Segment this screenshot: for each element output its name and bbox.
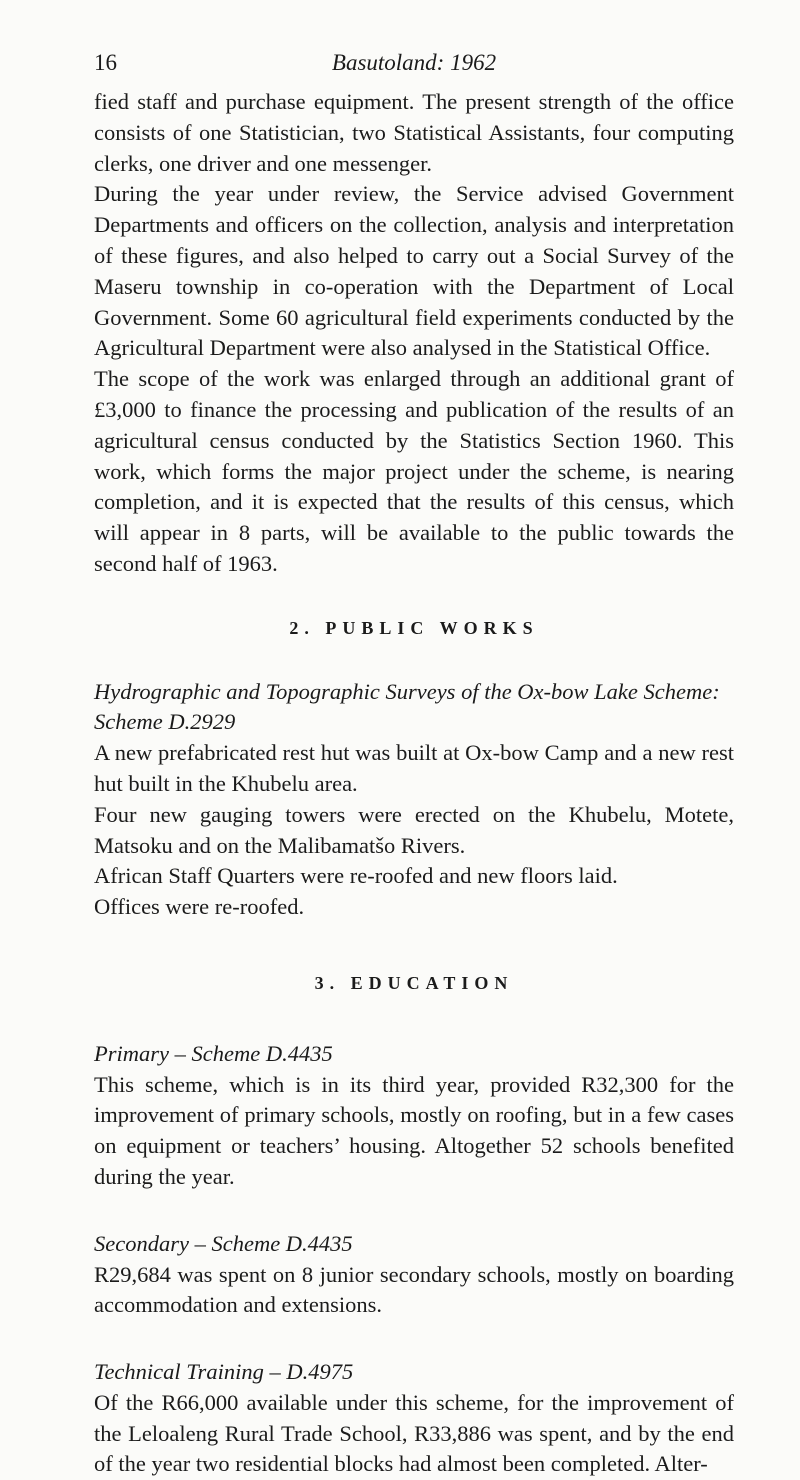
subheading-ox-bow-scheme: Hydrographic and Topographic Surveys of the Ox-bow Lake Scheme: Scheme D.2929 bbox=[94, 678, 720, 735]
public-works-paragraph-1: A new prefabricated rest hut was built at Ox-bow Camp and a new rest hut built in the Khubelu area. bbox=[94, 740, 734, 796]
public-works-paragraph-3: African Staff Quarters were re-roofed and new floors laid. bbox=[94, 863, 618, 889]
technical-training-paragraph: Of the R66,000 available under this scheme, for the improvement of the Leloaleng Rural Trade School, R33,886 was spent, and by the end of the year two residential blocks had almost been completed. Alter- bbox=[94, 1389, 734, 1477]
body-text bbox=[94, 87, 734, 1480]
page-number: 16 bbox=[94, 50, 117, 75]
intro-paragraph-1: fied staff and purchase equipment. The present strength of the office consists of one Statistician, two Statistical Assistants, four computing clerks, one driver and one messenger. bbox=[94, 89, 734, 176]
intro-paragraph-2: During the year under review, the Service advised Government Departments and officers on the collection, analysis and interpretation of these figures, and also helped to carry out a Social Survey of the Maseru township in co-operation with the Department of Local Government. Some 60 agricultural field experiments conducted by the Agricultural Department were also analysed in the Statistical Office. bbox=[94, 181, 734, 361]
intro-paragraph-3: The scope of the work was enlarged through an additional grant of £3,000 to finance the processing and publication of the results of an agricultural census conducted by the Statistics Section 1960. This work, which forms the major project under the scheme, is nearing completion, and it is expected that the results of this census, which will appear in 8 parts, will be available to the public towards the second half of 1963. bbox=[94, 366, 734, 576]
running-title: Basutoland: 1962 bbox=[331, 50, 497, 75]
subheading-primary: Primary – Scheme D.4435 bbox=[94, 1040, 333, 1066]
primary-paragraph: This scheme, which is in its third year, provided R32,300 for the improvement of primary schools, mostly on roofing, but in a few cases on equipment or teachers’ housing. Altogether 52 schools benefited during the year. bbox=[94, 1071, 734, 1189]
subheading-secondary: Secondary – Scheme D.4435 bbox=[94, 1230, 353, 1256]
secondary-paragraph: R29,684 was spent on 8 junior secondary schools, mostly on boarding accommodation and extensions. bbox=[94, 1261, 734, 1318]
public-works-paragraph-2: Four new gauging towers were erected on the Khubelu, Motete, Matsoku and on the Malibamatšo Rivers. bbox=[94, 801, 734, 858]
page-header bbox=[94, 50, 734, 80]
subheading-technical-training: Technical Training – D.4975 bbox=[94, 1359, 354, 1385]
section-heading-public-works: 2. PUBLIC WORKS bbox=[289, 617, 539, 638]
public-works-paragraph-4: Offices were re-roofed. bbox=[94, 894, 305, 920]
section-heading-education: 3. EDUCATION bbox=[314, 972, 514, 993]
